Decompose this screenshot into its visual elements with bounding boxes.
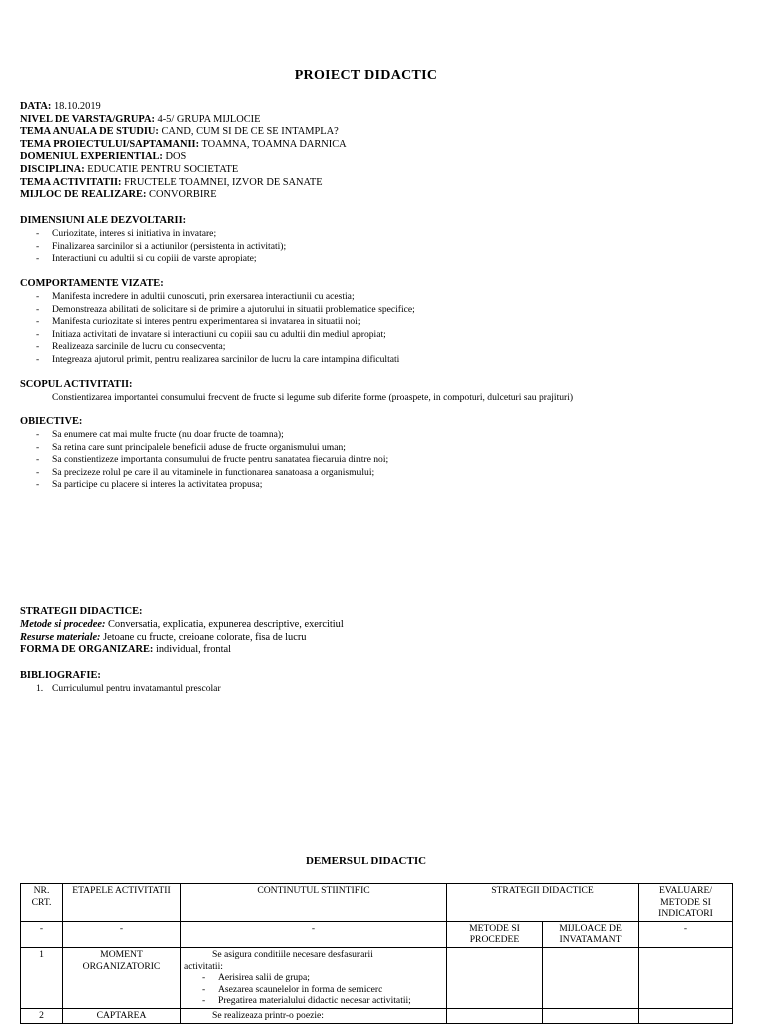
info-label: TEMA PROIECTULUI/SAPTAMANII: — [20, 138, 200, 150]
cell-etapa: MOMENT ORGANIZATORIC — [63, 947, 181, 1008]
list-item: - Manifesta incredere in adultii cunoscuti, prin exersarea interactiunii cu acestia; — [36, 291, 415, 304]
strategii-label: FORMA DE ORGANIZARE: — [20, 644, 154, 656]
list-item: - Initiaza activitati de invatare si interactiuni cu copiii sau cu adultii din mediul apropiat; — [36, 329, 415, 342]
header-metode: METODE SI PROCEDEE — [447, 921, 543, 947]
cell-evaluare — [639, 947, 733, 1008]
info-block — [20, 101, 347, 202]
table-header-row — [21, 884, 733, 922]
strategii-row-metode — [20, 619, 344, 632]
info-label: DATA: — [20, 101, 52, 112]
info-value: 18.10.2019 — [51, 101, 101, 112]
cell-metode — [447, 1008, 543, 1023]
dimensiuni-heading: DIMENSIUNI ALE DEZVOLTARII: — [20, 215, 187, 226]
cell-dash: - — [63, 921, 181, 947]
document-title: PROIECT DIDACTIC — [294, 68, 438, 83]
strategii-heading: STRATEGII DIDACTICE: — [20, 606, 143, 617]
cell-continut-intro: Se asigura conditiile necesare desfasurarii — [212, 948, 373, 960]
cell-mijloace — [543, 947, 639, 1008]
strategii-value: individual, frontal — [153, 644, 231, 656]
demersul-table — [20, 883, 733, 1024]
cell-continut-intro: Se realizeaza printr-o poezie: — [212, 1009, 324, 1021]
list-item: - Realizeaza sarcinile de lucru cu consecventa; — [36, 341, 415, 354]
table-subheader-row — [21, 921, 733, 947]
cell-metode — [447, 947, 543, 1008]
header-evaluare: EVALUARE/ METODE SI INDICATORI — [639, 884, 733, 922]
info-value: 4-5/ GRUPA MIJLOCIE — [154, 113, 261, 125]
strategii-value: Jetoane cu fructe, creioane colorate, fisa de lucru — [100, 631, 307, 643]
comportamente-list — [36, 291, 415, 367]
obiective-heading: OBIECTIVE: — [20, 416, 83, 427]
cell-continut-list — [184, 972, 443, 1007]
list-item: - Integreaza ajutorul primit, pentru realizarea sarcinilor de lucru la care intampina dificultati — [36, 354, 415, 367]
list-item: - Asezarea scaunelelor in forma de semicerc — [202, 984, 443, 996]
cell-evaluare — [639, 1008, 733, 1023]
list-item: - Pregatirea materialului didactic necesar activitatii; — [202, 995, 443, 1007]
obiective-list — [36, 429, 388, 492]
info-value: DOS — [162, 151, 187, 163]
list-item: - Finalizarea sarcinilor si a actiunilor (persistenta in activitati); — [36, 241, 286, 254]
header-strategii: STRATEGII DIDACTICE — [447, 884, 639, 922]
info-label: TEMA ACTIVITATII: — [20, 176, 122, 188]
info-label: MIJLOC DE REALIZARE: — [20, 189, 147, 201]
info-label: NIVEL DE VARSTA/GRUPA: — [20, 113, 155, 125]
list-item: - Demonstreaza abilitati de solicitare si de primire a ajutorului in situatii problematice specifice; — [36, 304, 415, 317]
info-label: TEMA ANUALA DE STUDIU: — [20, 126, 159, 138]
info-value: CAND, CUM SI DE CE SE INTAMPLA? — [158, 126, 339, 138]
list-item: - Sa enumere cat mai multe fructe (nu doar fructe de toamna); — [36, 429, 388, 442]
table-row — [21, 1008, 733, 1023]
bibliografie-list — [36, 683, 221, 696]
header-continutul: CONTINUTUL STIINTIFIC — [181, 884, 447, 922]
demersul-heading: DEMERSUL DIDACTIC — [305, 855, 427, 867]
info-value: FRUCTELE TOAMNEI, IZVOR DE SANATE — [121, 176, 323, 188]
strategii-block — [20, 619, 344, 657]
scopul-text: Constientizarea importantei consumului frecvent de fructe si legume sub diferite forme (proaspete, in compoturi, dulceturi sau prajituri) — [52, 392, 574, 403]
info-row-tema-activitatii — [20, 177, 347, 190]
info-row-tema-anuala — [20, 126, 347, 139]
info-value: EDUCATIE PENTRU SOCIETATE — [84, 163, 239, 175]
info-label: DISCIPLINA: — [20, 163, 85, 175]
info-value: CONVORBIRE — [146, 189, 217, 201]
table-row — [21, 947, 733, 1008]
cell-nr: 1 — [21, 947, 63, 1008]
list-item: - Sa participe cu placere si interes la activitatea propusa; — [36, 479, 388, 492]
list-item — [36, 683, 221, 696]
comportamente-heading: COMPORTAMENTE VIZATE: — [20, 278, 164, 289]
scopul-heading: SCOPUL ACTIVITATII: — [20, 379, 133, 390]
header-mijloace: MIJLOACE DE INVATAMANT — [543, 921, 639, 947]
strategii-label: Metode si procedee: — [20, 619, 106, 630]
cell-etapa: CAPTAREA — [63, 1008, 181, 1023]
list-item: - Curiozitate, interes si initiativa in invatare; — [36, 228, 286, 241]
cell-dash: - — [181, 921, 447, 947]
list-item: - Sa constientizeze importanta consumului de fructe pentru sanatatea fiecaruia dintre noi; — [36, 454, 388, 467]
list-item-text: Curriculumul pentru invatamantul prescolar — [52, 683, 221, 694]
bibliografie-heading: BIBLIOGRAFIE: — [20, 670, 101, 681]
cell-dash: - — [21, 921, 63, 947]
info-row-domeniul — [20, 151, 347, 164]
strategii-row-forma — [20, 644, 344, 657]
info-label: DOMENIUL EXPERIENTIAL: — [20, 151, 163, 163]
strategii-label: Resurse materiale: — [20, 631, 101, 643]
info-row-disciplina — [20, 164, 347, 177]
list-number: 1. — [36, 683, 44, 694]
cell-dash: - — [639, 921, 733, 947]
cell-continut — [181, 1008, 447, 1023]
cell-continut — [181, 947, 447, 1008]
cell-continut-intro2: activitatii: — [184, 960, 223, 972]
list-item: - Sa retina care sunt principalele beneficii aduse de fructe organismului uman; — [36, 442, 388, 455]
list-item: - Interactiuni cu adultii si cu copiii de varste apropiate; — [36, 253, 286, 266]
list-item: - Manifesta curiozitate si interes pentru experimentarea si invatarea in situatii noi; — [36, 316, 415, 329]
header-etapele: ETAPELE ACTIVITATII — [63, 884, 181, 922]
info-row-nivel — [20, 114, 347, 127]
list-item: - Aerisirea salii de grupa; — [202, 972, 443, 984]
cell-nr: 2 — [21, 1008, 63, 1023]
strategii-value: Conversatia, explicatia, expunerea descriptive, exercitiul — [105, 619, 344, 630]
header-nr: NR. CRT. — [21, 884, 63, 922]
strategii-row-resurse — [20, 632, 344, 645]
info-value: TOAMNA, TOAMNA DARNICA — [199, 138, 347, 150]
dimensiuni-list — [36, 228, 286, 266]
info-row-tema-proiect — [20, 139, 347, 152]
info-row-data — [20, 101, 347, 114]
info-row-mijloc — [20, 189, 347, 202]
list-item: - Sa precizeze rolul pe care il au vitaminele in functionarea sanatoasa a organismului; — [36, 467, 388, 480]
cell-mijloace — [543, 1008, 639, 1023]
